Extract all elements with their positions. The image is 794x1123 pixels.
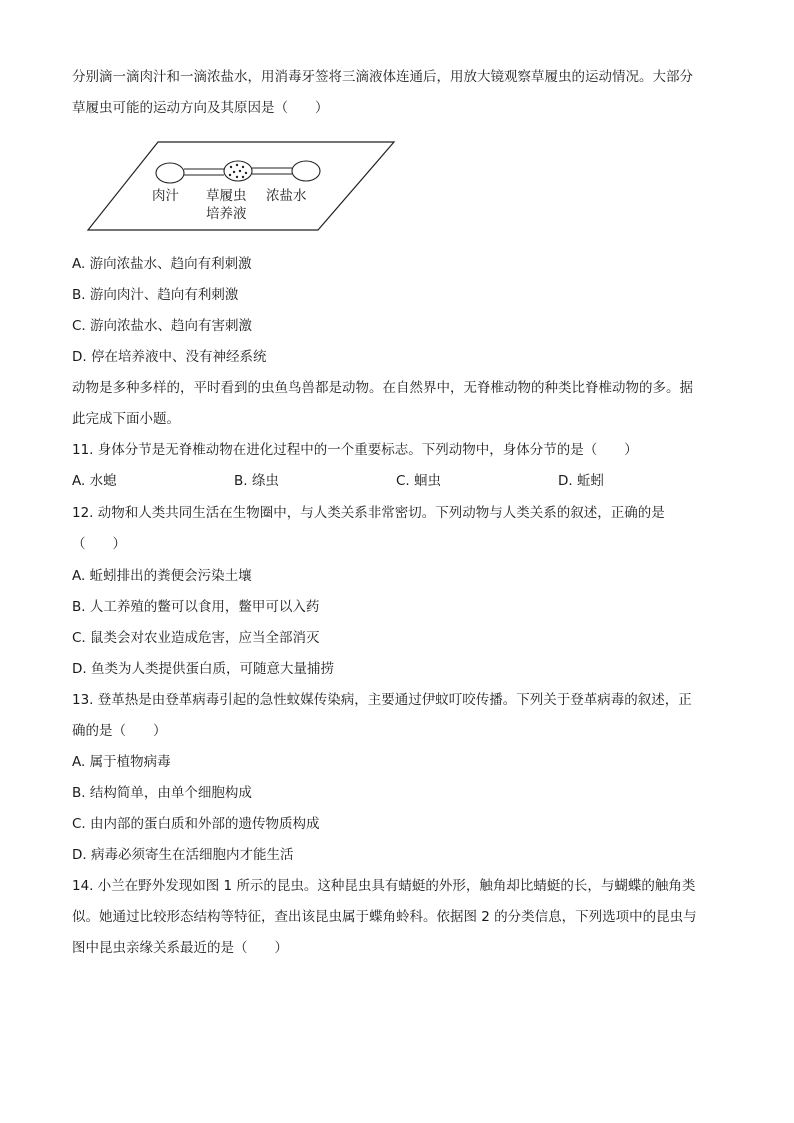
q13-stem-line-1: 13. 登革热是由登革病毒引起的急性蚊媒传染病，主要通过伊蚊叮咬传播。下列关于登革病毒的叙述，正 [72, 692, 692, 708]
slide-diagram [86, 140, 396, 232]
q12-option-d: D. 鱼类为人类提供蛋白质，可随意大量捕捞 [72, 661, 334, 677]
label-meat-juice: 肉汁 [152, 188, 179, 204]
q11-stem: 11. 身体分节是无脊椎动物在进化过程中的一个重要标志。下列动物中，身体分节的是（ ） [72, 442, 638, 458]
meat-juice-drop [156, 163, 184, 183]
q10-option-c: C. 游向浓盐水、趋向有害刺激 [72, 318, 253, 334]
passage-line-1: 动物是多种多样的，平时看到的虫鱼鸟兽都是动物。在自然界中，无脊椎动物的种类比脊椎动物的多。据 [72, 380, 693, 396]
intro-line-2: 草履虫可能的运动方向及其原因是（ ） [72, 100, 329, 116]
brine-drop [292, 161, 320, 181]
q13-option-a: A. 属于植物病毒 [72, 754, 171, 770]
q11-option-c: C. 蛔虫 [396, 473, 442, 489]
q11-option-a: A. 水螅 [72, 473, 117, 489]
label-culture-fluid: 培养液 [206, 206, 247, 222]
q14-stem-line-1: 14. 小兰在野外发现如图 1 所示的昆虫。这种昆虫具有蜻蜓的外形，触角却比蜻蜓的长，与蝴蝶的触角类 [72, 878, 696, 894]
q13-stem-line-2: 确的是（ ） [72, 723, 167, 739]
q12-stem-line-2: （ ） [72, 536, 126, 552]
q10-option-b: B. 游向肉汁、趋向有利刺激 [72, 287, 239, 303]
label-paramecium: 草履虫 [206, 188, 247, 204]
q12-option-c: C. 鼠类会对农业造成危害，应当全部消灭 [72, 630, 320, 646]
q10-option-d: D. 停在培养液中、没有神经系统 [72, 349, 267, 365]
intro-line-1: 分别滴一滴肉汁和一滴浓盐水，用消毒牙签将三滴液体连通后，用放大镜观察草履虫的运动情况。大部分 [72, 69, 693, 85]
q12-stem-line-1: 12. 动物和人类共同生活在生物圈中，与人类关系非常密切。下列动物与人类关系的叙述，正确的是 [72, 505, 665, 521]
q14-stem-line-2: 似。她通过比较形态结构等特征，查出该昆虫属于蝶角蛉科。依据图 2 的分类信息，下列选项中的昆虫与 [72, 909, 697, 925]
q12-option-b: B. 人工养殖的鳖可以食用，鳖甲可以入药 [72, 599, 320, 615]
q11-option-d: D. 蚯蚓 [558, 473, 604, 489]
q13-option-c: C. 由内部的蛋白质和外部的遗传物质构成 [72, 816, 320, 832]
culture-drop [224, 161, 252, 181]
q13-option-d: D. 病毒必须寄生在活细胞内才能生活 [72, 847, 294, 863]
passage-line-2: 此完成下面小题。 [72, 411, 180, 427]
q12-option-a: A. 蚯蚓排出的粪便会污染土壤 [72, 568, 252, 584]
q10-option-a: A. 游向浓盐水、趋向有利刺激 [72, 256, 252, 272]
label-brine: 浓盐水 [266, 188, 307, 204]
q14-stem-line-3: 图中昆虫亲缘关系最近的是（ ） [72, 940, 288, 956]
q13-option-b: B. 结构简单，由单个细胞构成 [72, 785, 252, 801]
q11-option-b: B. 绦虫 [234, 473, 279, 489]
